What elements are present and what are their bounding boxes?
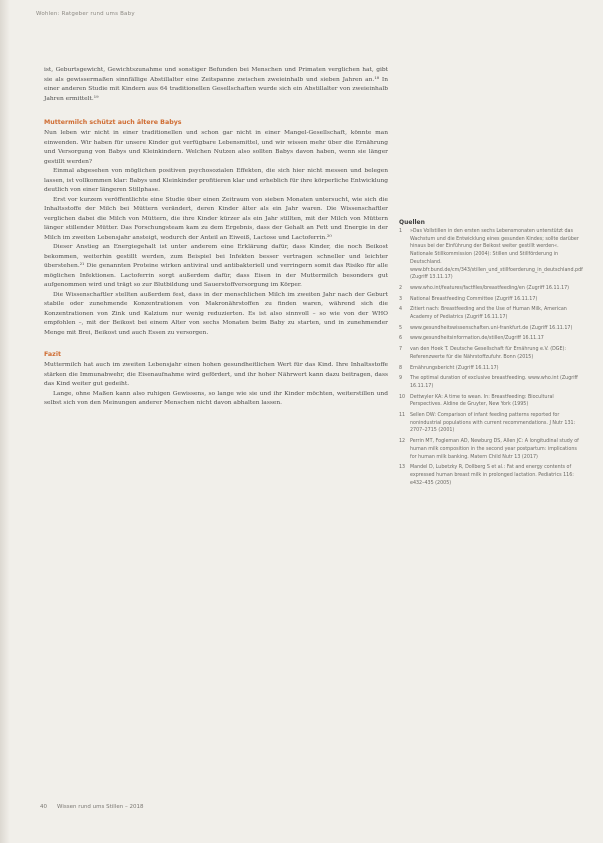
source-number: 3 [399, 296, 403, 302]
running-head: Wohlen: Ratgeber rund ums Baby [36, 11, 135, 17]
source-item [399, 228, 583, 282]
source-text: Dettwyler KA: A time to wean. In: Breastfeeding: Biocultural Perspectives. Aldine de Gruyter, New York (1995) [410, 394, 554, 408]
source-number: 2 [399, 285, 403, 291]
publication-title: Wissen rund ums Stillen – 2018 [57, 804, 144, 810]
source-text: van den Hoek T. Deutsche Gesellschaft für Ernährung e.V. (DGE): Referenzwerte für die Nährstoffzufuhr. Bonn (2015) [410, 347, 567, 360]
source-number: 5 [399, 325, 403, 331]
source-number: 6 [399, 336, 403, 342]
section-heading: Muttermilch schützt auch ältere Babys [44, 119, 182, 126]
source-text: www.gesundheitsinformation.de/stillen/Zugriff 16.11.17 [410, 336, 544, 342]
source-number: 1 [399, 229, 403, 234]
intro-section [44, 66, 388, 104]
sources-column [399, 218, 583, 490]
body-paragraph: ist, Geburtsgewicht, Gewichtszunahme und sonstiger Befunden bei Menschen und Primaten verglichen hat, gibt sie als gewissermaßen sinnfällige Abstillalter eine Zeitspanne zwischen zweieinhalb und sieben Jahren an.¹⁸ In einer anderen Studie mit Kindern aus 64 traditionellen Gesellschaften wurde sich ein Abstillalter von zweieinhalb Jahren ermittelt.¹⁹ [44, 67, 388, 102]
source-item [399, 346, 579, 361]
page-footer [40, 804, 143, 810]
source-text: Mandel D, Lubetzky R, Dollberg S et al.: Fat and energy contents of expressed human breast milk in prolonged lactation. Pediatrics 116: e432–435 (2005) [410, 465, 574, 486]
source-number: 10 [399, 394, 406, 400]
source-item [399, 325, 579, 333]
section-fazit [44, 350, 388, 409]
body-paragraph: Lange, ohne Maßen kann also ruhigen Gewissens, so lange wie sie und ihr Kinder möchten, weiterstillen und selbst sich von den Meinungen anderer Menschen nicht davon abhalten lassen. [44, 390, 388, 406]
source-number: 9 [399, 376, 403, 382]
source-item [399, 438, 579, 461]
source-number: 12 [399, 439, 406, 445]
sources-heading: Quellen [399, 219, 425, 226]
body-paragraph: Muttermilch hat auch im zweiten Lebensjahr einen hohen gesundheitlichen Wert für das Kind. Ihre Inhaltsstoffe stärken die Immunabwehr, die Eisenaufnahme wird gefördert, und ihr hoher Nährwert kann dazu beitragen, dass das Kind weiter gut gedeiht. [44, 362, 388, 387]
source-item [399, 375, 579, 390]
source-number: 8 [399, 365, 403, 371]
source-text: National Breastfeeding Committee (Zugriff 16.11.17) [410, 296, 538, 302]
source-text: Zitiert nach: Breastfeeding and the Use of Human Milk, American Academy of Pediatrics (Zugriff 16.11.17) [410, 307, 567, 321]
source-item [399, 394, 579, 409]
source-text: The optimal duration of exclusive breastfeeding. www.who.int (Zugriff 16.11.17) [410, 376, 578, 389]
body-paragraph: Einmal abgesehen von möglichen positiven psychosozialen Effekten, die sich hier nicht messen und belegen lassen, ist vollkommen klar: Babys und Kleinkinder profitieren klar und erheblich für ihre körperliche Entwicklung deutlich von einer längeren Stillphase. [44, 168, 389, 193]
source-number: 4 [399, 307, 403, 313]
source-item [399, 285, 579, 293]
section-muttermilch [44, 118, 388, 338]
sources-list [399, 228, 583, 487]
source-item [399, 412, 579, 435]
source-item [399, 306, 579, 321]
body-paragraph: Die Wissenschaftler stellten außerdem fest, dass in der menschlichen Milch im zweiten Jahr nach der Geburt stabile oder zunehmende Konzentrationen von Makronährstoffen zu finden waren, während sich die Konzentrationen von Zink und Kalzium nur wenig reduzierten. Es ist also sinnvoll – so wie von der WHO empfohlen –, mit der Beikost bei einem Alter von sechs Monaten beim Baby zu starten, und in zunehmender Menge mit Brei, Beikost und auch Essen zu versorgen. [44, 291, 388, 336]
source-text: »Das Vollstillen in den ersten sechs Lebensmonaten unterstützt das Wachstum und die Entwicklung eines gesunden Kindes; sollte darüber hinaus bei der Einführung der Beikost weiter gestillt werden«. Nationale Stillkommission (2004): Stillen und Stillförderung in Deutschland. www.bfr.bund.de/cm/343/stillen_und_stillfoerderung_in_deutschland.pdf (Zugriff 13.11.17) [410, 229, 583, 281]
source-item [399, 335, 579, 343]
body-paragraph: Nun leben wir nicht in einer traditionellen und schon gar nicht in einer Mangel-Gesellschaft, könnte man einwenden. Wir haben für unsere Kinder gut verfügbare Lebensmittel, und wir wissen mehr über die Ernährung und Versorgung von Babys und Kleinkindern. Welchen Nutzen also sollten Babys davon haben, wenn sie länger gestillt werden? [44, 130, 388, 165]
main-column [44, 66, 388, 409]
source-number: 13 [399, 465, 406, 471]
section-heading: Fazit [44, 351, 62, 358]
page-number: 40 [40, 804, 47, 810]
source-item [399, 296, 579, 304]
source-number: 11 [399, 413, 406, 419]
source-number: 7 [399, 347, 403, 353]
body-paragraph: Dieser Anstieg an Energiegehalt ist unter anderem eine Erklärung dafür, dass Kinder, die noch Beikost bekommen, weiterhin gestillt werden, zum Beispiel bei Infekten besser vertragen schneller und leichter überstehen.²¹ Die genannten Proteine wirken antiviral und antibakteriell und verringern somit das Risiko für alle möglichen Infektionen. Lactoferrin sorgt außerdem dafür, dass Eisen in der Muttermilch besonders gut aufgenommen wird und trägt so zur Blutbildung und Sauerstoffversorgung im Körper. [44, 244, 388, 288]
source-text: Ernährungsbericht (Zugriff 16.11.17) [410, 365, 499, 371]
source-text: Perrin MT, Fogleman AD, Newburg DS, Allen JC: A longitudinal study of human milk composition in the second year postpartum: implications for human milk banking. Matern Child Nutr 13 (2017) [410, 439, 579, 460]
source-item [399, 365, 579, 373]
source-text: www.gesundheitswissenschaften.uni-frankfurt.de (Zugriff 16.11.17) [410, 325, 573, 331]
source-text: Sellen DW: Comparison of infant feeding patterns reported for nonindustrial populations with current recommendations. J Nutr 131: 2707–2715 (2001) [410, 413, 576, 434]
source-text: www.who.int/features/factfiles/breastfeeding/en (Zugriff 16.11.17) [410, 285, 570, 291]
source-item [399, 464, 579, 487]
body-paragraph: Erst vor kurzem veröffentlichte eine Studie über einen Zeitraum von sieben Monaten untersucht, wie sich die Inhaltsstoffe der Milch bei Müttern verändert, deren Kinder älter als ein Jahr waren. Die Wissenschaftler verglichen dabei die Milch von Müttern, die ihre Kinder kürzer als ein Jahr stillten, mit der Milch von Müttern länger stillender Mütter. Das Forschungsteam kam zu dem Ergebnis, dass der Gehalt an Fett und Energie in der Milch im zweiten Lebensjahr ansteigt, wodurch der Anteil an Eiweiß, Lactose und Lactoferrin.²⁰ [44, 196, 388, 241]
